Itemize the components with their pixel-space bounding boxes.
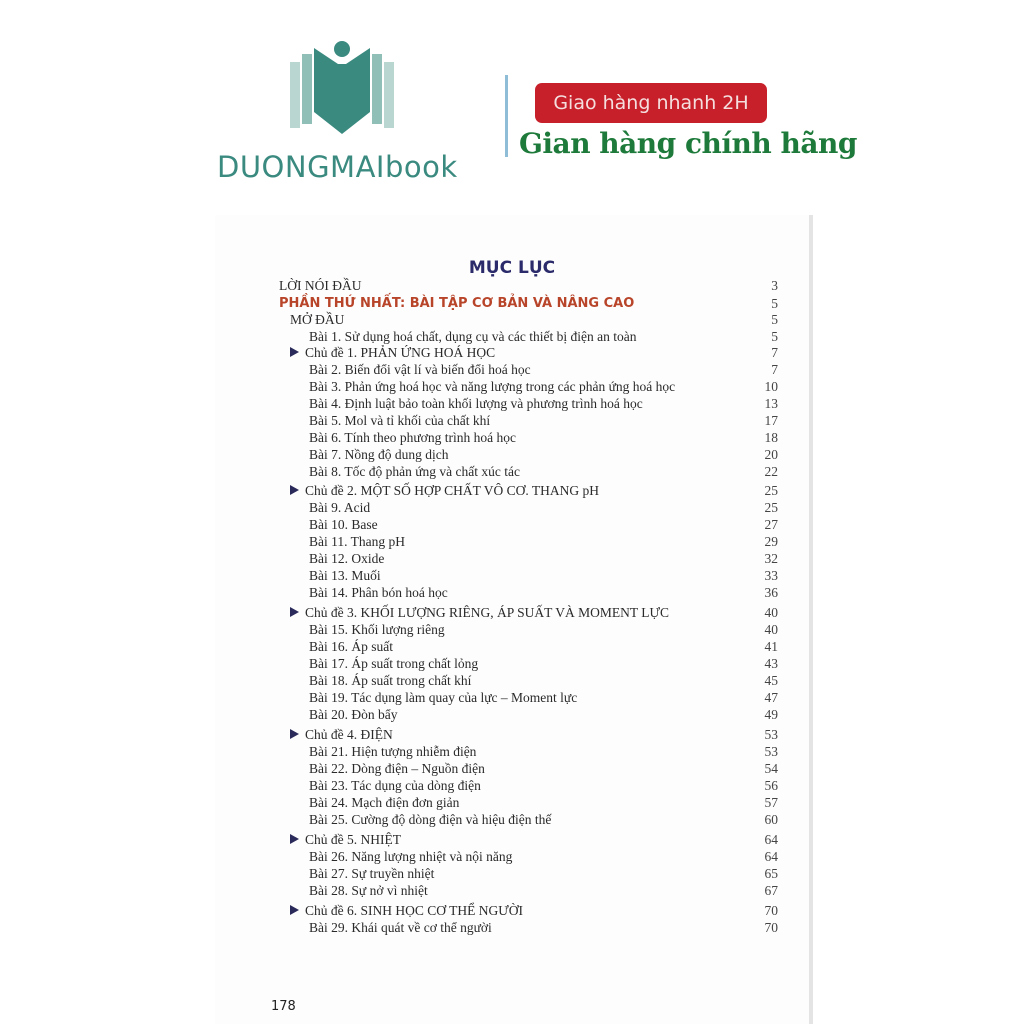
toc-entry-page: 29	[764, 534, 778, 549]
toc-entry-label	[309, 811, 551, 828]
toc-entry-label	[309, 499, 370, 516]
toc-entry-part	[0, 295, 1024, 312]
toc-entry-topic	[0, 344, 1024, 361]
toc-entry-topic	[0, 482, 1024, 499]
page-number: 178	[271, 999, 296, 1014]
toc-entry-page: 22	[764, 464, 778, 479]
toc-entry-text: Chủ đề 1. PHẢN ỨNG HOÁ HỌC	[305, 345, 496, 360]
toc-entry-topic	[0, 726, 1024, 743]
toc-entry-text: Bài 10. Base	[309, 517, 378, 532]
toc-entry-page: 5	[771, 329, 778, 344]
toc-entry-text: Bài 15. Khối lượng riêng	[309, 622, 445, 637]
toc-entry-page: 5	[771, 296, 778, 311]
toc-entry-text: Chủ đề 6. SINH HỌC CƠ THỂ NGƯỜI	[305, 903, 523, 918]
triangle-bullet-icon	[290, 347, 299, 357]
toc-entry-page: 70	[764, 920, 778, 935]
toc-entry-page: 70	[764, 903, 778, 918]
toc-entry-label	[309, 919, 492, 936]
toc-entry-text: Bài 17. Áp suất trong chất lỏng	[309, 656, 479, 671]
toc-entry-label	[309, 794, 459, 811]
toc-entry-page: 56	[764, 778, 778, 793]
toc-entry-lesson	[0, 689, 1024, 706]
toc-entry-page: 32	[764, 551, 778, 566]
toc-entry-label	[309, 429, 516, 446]
toc-entry-text: Chủ đề 2. MỘT SỐ HỢP CHẤT VÔ CƠ. THANG pH	[305, 483, 600, 498]
toc-entry-text: Bài 6. Tính theo phương trình hoá học	[309, 430, 516, 445]
toc-entry-lesson	[0, 584, 1024, 601]
toc-entry-label	[309, 621, 445, 638]
toc-entry-page: 65	[764, 866, 778, 881]
toc-entry-text: Chủ đề 5. NHIỆT	[305, 832, 401, 847]
toc-entry-page: 41	[764, 639, 778, 654]
toc-entry-lesson	[0, 550, 1024, 567]
toc-entry-lesson	[0, 743, 1024, 760]
toc-entry-label	[309, 689, 577, 706]
toc-entry-label	[309, 865, 434, 882]
toc-entry-text: Bài 28. Sự nở vì nhiệt	[309, 883, 428, 898]
toc-entry-lesson	[0, 882, 1024, 899]
toc-entry-text: Bài 7. Nồng độ dung dịch	[309, 447, 449, 462]
triangle-bullet-icon	[290, 607, 299, 617]
toc-entry-text: Bài 29. Khái quát về cơ thể người	[309, 920, 492, 935]
toc-entry-page: 5	[771, 312, 778, 327]
toc-entry-lesson	[0, 395, 1024, 412]
toc-entry-topic	[0, 902, 1024, 919]
toc-entry-text: PHẦN THỨ NHẤT: BÀI TẬP CƠ BẢN VÀ NÂNG CAO	[279, 296, 635, 311]
toc-entry-page: 13	[764, 396, 778, 411]
toc-entry-text: Chủ đề 4. ĐIỆN	[305, 727, 393, 742]
toc-entry-lesson	[0, 672, 1024, 689]
toc-entry-label	[309, 655, 478, 672]
toc-entry-lesson	[0, 760, 1024, 777]
toc-entry-lesson	[0, 533, 1024, 550]
toc-entry-page: 47	[764, 690, 778, 705]
toc-entry-label	[309, 743, 476, 760]
toc-entry-page: 57	[764, 795, 778, 810]
triangle-bullet-icon	[290, 905, 299, 915]
toc-entry-label	[309, 760, 485, 777]
toc-entry-label	[309, 882, 428, 899]
toc-entry-lesson	[0, 378, 1024, 395]
toc-entry-lesson	[0, 621, 1024, 638]
book-logo-icon	[286, 40, 398, 136]
toc-entry-label	[309, 672, 471, 689]
toc-entry-lesson	[0, 638, 1024, 655]
toc-entry-label	[309, 848, 512, 865]
toc-entry-text: Bài 20. Đòn bẩy	[309, 707, 398, 722]
toc-entry-lesson	[0, 919, 1024, 936]
toc-entry-label	[309, 584, 448, 601]
toc-entry-lesson	[0, 655, 1024, 672]
toc-entry-lesson	[0, 777, 1024, 794]
toc-entry-page: 40	[764, 605, 778, 620]
toc-entry-text: Bài 24. Mạch điện đơn giản	[309, 795, 460, 810]
toc-entry-page: 20	[764, 447, 778, 462]
toc-entry-page: 43	[764, 656, 778, 671]
toc-entry-topic	[0, 831, 1024, 848]
triangle-bullet-icon	[290, 834, 299, 844]
toc-entry-label	[309, 516, 378, 533]
toc-entry-page: 40	[764, 622, 778, 637]
toc-entry-lesson	[0, 865, 1024, 882]
official-store-tagline: Gian hàng chính hãng	[519, 127, 857, 160]
toc-entry-label	[309, 567, 381, 584]
toc-entry-label	[309, 361, 531, 378]
toc-entry-page: 60	[764, 812, 778, 827]
toc-entry-page: 17	[764, 413, 778, 428]
toc-entry-page: 25	[764, 500, 778, 515]
toc-entry-text: Bài 5. Mol và tỉ khối của chất khí	[309, 413, 491, 428]
toc-entry-lesson	[0, 328, 1024, 345]
toc-entry-text: Bài 22. Dòng điện – Nguồn điện	[309, 761, 485, 776]
toc-entry-text: Bài 19. Tác dụng làm quay của lực – Moment lực	[309, 690, 578, 705]
toc-entry-lesson	[0, 412, 1024, 429]
toc-entry-page: 45	[764, 673, 778, 688]
toc-entry-text: Bài 21. Hiện tượng nhiễm điện	[309, 744, 477, 759]
toc-entry-lesson	[0, 446, 1024, 463]
toc-entry-text: MỞ ĐẦU	[290, 312, 345, 327]
toc-entry-text: Bài 11. Thang pH	[309, 534, 405, 549]
toc-entry-lesson	[0, 429, 1024, 446]
toc-entry-page: 10	[764, 379, 778, 394]
toc-entry-label	[290, 831, 401, 848]
toc-entry-page: 64	[764, 832, 778, 847]
toc-entry-topic	[0, 604, 1024, 621]
brand-divider	[505, 75, 508, 157]
toc-entry-page: 53	[764, 744, 778, 759]
toc-entry-page: 49	[764, 707, 778, 722]
toc-entry-page: 27	[764, 517, 778, 532]
brand-header	[0, 0, 1024, 215]
toc-entry-top	[0, 277, 1024, 294]
toc-entry-label	[309, 395, 643, 412]
toc-entry-text: Chủ đề 3. KHỐI LƯỢNG RIÊNG, ÁP SUẤT VÀ MOMENT LỰC	[305, 605, 669, 620]
toc-entry-label	[309, 777, 481, 794]
fast-delivery-badge: Giao hàng nhanh 2H	[535, 83, 767, 123]
toc-entry-lesson	[0, 516, 1024, 533]
toc-entry-lesson	[0, 499, 1024, 516]
toc-entry-page: 7	[771, 345, 778, 360]
toc-entry-label	[290, 311, 344, 328]
toc-entry-label	[290, 482, 599, 499]
toc-entry-page: 36	[764, 585, 778, 600]
toc-entry-label	[309, 446, 449, 463]
toc-entry-lesson	[0, 848, 1024, 865]
toc-entry-page: 25	[764, 483, 778, 498]
toc-entry-text: Bài 2. Biến đổi vật lí và biến đổi hoá học	[309, 362, 531, 377]
toc-entry-section	[0, 311, 1024, 328]
toc-entry-text: Bài 12. Oxide	[309, 551, 385, 566]
toc-entry-text: Bài 13. Muối	[309, 568, 381, 583]
toc-entry-label	[309, 706, 398, 723]
toc-entry-page: 18	[764, 430, 778, 445]
toc-entry-text: Bài 9. Acid	[309, 500, 371, 515]
toc-entry-text: Bài 23. Tác dụng của dòng điện	[309, 778, 481, 793]
toc-entry-text: LỜI NÓI ĐẦU	[279, 278, 362, 293]
toc-entry-text: Bài 18. Áp suất trong chất khí	[309, 673, 472, 688]
toc-entry-page: 3	[771, 278, 778, 293]
toc-entry-lesson	[0, 567, 1024, 584]
toc-entry-label	[309, 378, 675, 395]
toc-entry-page: 53	[764, 727, 778, 742]
toc-entry-text: Bài 25. Cường độ dòng điện và hiệu điện thế	[309, 812, 552, 827]
toc-entry-text: Bài 27. Sự truyền nhiệt	[309, 866, 435, 881]
toc-entry-label	[309, 328, 636, 345]
logo-text: DUONGMAIbook	[217, 150, 458, 184]
toc-entry-label	[290, 726, 393, 743]
triangle-bullet-icon	[290, 485, 299, 495]
toc-entry-label	[290, 604, 669, 621]
toc-entry-label	[309, 638, 393, 655]
toc-entry-text: Bài 1. Sử dụng hoá chất, dụng cụ và các thiết bị điện an toàn	[309, 329, 637, 344]
toc-entry-label	[290, 344, 495, 361]
toc-entry-label	[309, 463, 520, 480]
toc-entry-page: 67	[764, 883, 778, 898]
toc-entry-page: 7	[771, 362, 778, 377]
toc-entry-lesson	[0, 463, 1024, 480]
toc-entry-text: Bài 14. Phân bón hoá học	[309, 585, 448, 600]
toc-entry-lesson	[0, 794, 1024, 811]
toc-title: MỤC LỤC	[468, 258, 556, 278]
toc-entry-page: 33	[764, 568, 778, 583]
toc-entry-page: 64	[764, 849, 778, 864]
toc-entry-label	[279, 295, 634, 312]
toc-entry-label	[279, 277, 361, 294]
toc-entry-lesson	[0, 361, 1024, 378]
toc-entry-text: Bài 4. Định luật bảo toàn khối lượng và phương trình hoá học	[309, 396, 643, 411]
toc-entry-text: Bài 3. Phản ứng hoá học và năng lượng trong các phản ứng hoá học	[309, 379, 676, 394]
toc-entry-label	[290, 902, 523, 919]
toc-entry-label	[309, 533, 405, 550]
toc-entry-text: Bài 26. Năng lượng nhiệt và nội năng	[309, 849, 513, 864]
toc-entry-page: 54	[764, 761, 778, 776]
toc-entry-lesson	[0, 811, 1024, 828]
toc-entry-label	[309, 412, 490, 429]
toc-entry-text: Bài 8. Tốc độ phản ứng và chất xúc tác	[309, 464, 521, 479]
triangle-bullet-icon	[290, 729, 299, 739]
toc-entry-label	[309, 550, 384, 567]
toc-entry-lesson	[0, 706, 1024, 723]
toc-entry-text: Bài 16. Áp suất	[309, 639, 393, 654]
